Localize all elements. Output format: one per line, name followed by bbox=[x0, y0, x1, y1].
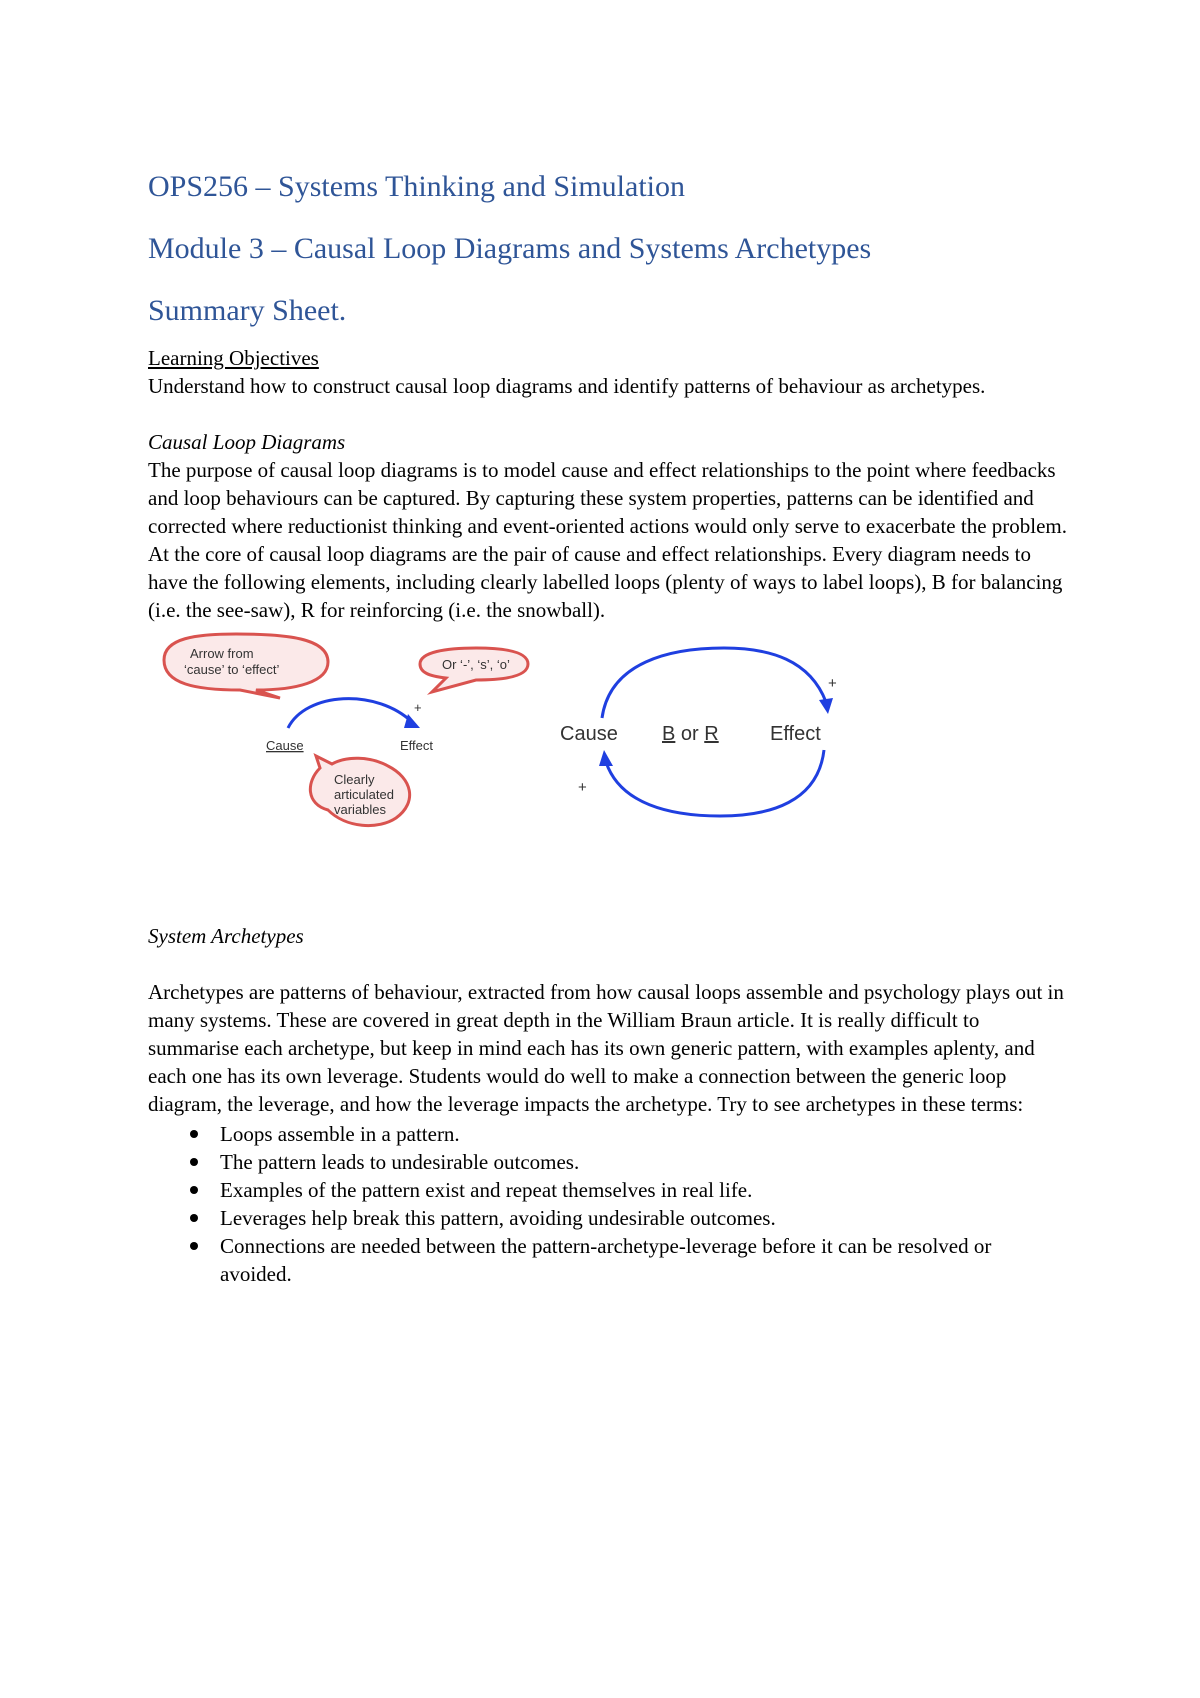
loop-top-arc bbox=[602, 648, 826, 718]
bubble-arrow-note bbox=[164, 634, 328, 698]
causal-loop-heading: Causal Loop Diagrams bbox=[148, 430, 346, 454]
learning-objectives-heading: Learning Objectives bbox=[148, 346, 319, 370]
bullet-dot-icon bbox=[190, 1158, 198, 1166]
causal-loop-text: The purpose of causal loop diagrams is to model cause and effect relationships to the point where feedbacks and loop behaviours can be captured. By capturing these system properties, patterns can be identified and corrected where reductionist thinking and event-oriented actions would only serve to exacerbate the problem. At the core of causal loop diagrams are the pair of cause and effect relationships. Every diagram needs to have the following elements, including clearly labelled loops (plenty of ways to label loops), B for balancing (i.e. the see-saw), R for reinforcing (i.e. the snowball). bbox=[148, 458, 1067, 622]
loop-plus-bottom: + bbox=[578, 779, 587, 796]
bubble-vars-line2: articulated bbox=[334, 787, 394, 802]
summary-subtitle: Summary Sheet. bbox=[148, 294, 347, 327]
list-item bbox=[148, 1204, 1068, 1232]
bullet-text: Leverages help break this pattern, avoiding undesirable outcomes. bbox=[220, 1206, 776, 1230]
archetypes-text: Archetypes are patterns of behaviour, extracted from how causal loops assemble and psychology plays out in many systems. These are covered in great depth in the William Braun article. It is really difficult to summarise each archetype, but keep in mind each has its own generic pattern, with examples aplenty, and each one has its own leverage. Students would do well to make a connection between the generic loop diagram, the leverage, and how the leverage impacts the archetype. Try to see archetypes in these terms: bbox=[148, 980, 1064, 1116]
list-item bbox=[148, 1148, 1068, 1176]
diagram-row bbox=[148, 632, 1068, 922]
loop-plus-top: + bbox=[828, 675, 837, 692]
effect-label-small: Effect bbox=[400, 738, 434, 753]
bubble-vars-line3: variables bbox=[334, 802, 387, 817]
bubble-polarity-text: Or ‘-’, ‘s’, ‘o’ bbox=[442, 657, 510, 672]
loop-cause-label: Cause bbox=[560, 723, 618, 745]
bullet-dot-icon bbox=[190, 1186, 198, 1194]
bullet-dot-icon bbox=[190, 1242, 198, 1250]
causal-arrow-arc bbox=[288, 699, 412, 728]
bubble-variables-note bbox=[310, 756, 409, 826]
bullet-text: Connections are needed between the pattern-archetype-leverage before it can be resolved or avoided. bbox=[220, 1234, 992, 1286]
loop-type-b: B bbox=[662, 723, 676, 745]
bullet-text: The pattern leads to undesirable outcomes. bbox=[220, 1150, 580, 1174]
document-content bbox=[148, 170, 1068, 1288]
loop-type-label bbox=[662, 723, 719, 745]
bubble-arrow-line2: ‘cause’ to ‘effect’ bbox=[184, 662, 280, 677]
bullet-dot-icon bbox=[190, 1130, 198, 1138]
loop-top-arrowhead bbox=[819, 698, 833, 714]
bullet-dot-icon bbox=[190, 1214, 198, 1222]
causal-loop-diagram bbox=[560, 632, 860, 832]
bullet-text: Loops assemble in a pattern. bbox=[220, 1122, 460, 1146]
cause-label-small: Cause bbox=[266, 738, 304, 753]
bubble-polarity-note bbox=[420, 648, 528, 692]
list-item bbox=[148, 1232, 1068, 1288]
learning-objectives-text: Understand how to construct causal loop diagrams and identify patterns of behaviour as archetypes. bbox=[148, 374, 986, 398]
list-item bbox=[148, 1120, 1068, 1148]
loop-effect-label: Effect bbox=[770, 723, 821, 745]
document-title: OPS256 – Systems Thinking and Simulation bbox=[148, 170, 685, 203]
loop-bottom-arrowhead bbox=[599, 750, 613, 766]
module-title: Module 3 – Causal Loop Diagrams and Systems Archetypes bbox=[148, 232, 872, 265]
loop-type-or: or bbox=[675, 723, 705, 745]
bubble-arrow-line1: Arrow from bbox=[190, 646, 254, 661]
loop-bottom-arc bbox=[606, 750, 824, 816]
list-item bbox=[148, 1176, 1068, 1204]
polarity-plus: + bbox=[414, 700, 422, 715]
archetypes-heading: System Archetypes bbox=[148, 924, 304, 948]
bubble-vars-line1: Clearly bbox=[334, 772, 375, 787]
bullet-text: Examples of the pattern exist and repeat themselves in real life. bbox=[220, 1178, 753, 1202]
annotated-causal-link-diagram bbox=[156, 632, 556, 832]
archetypes-bullet-list bbox=[148, 1120, 1068, 1288]
loop-type-r: R bbox=[704, 723, 719, 745]
